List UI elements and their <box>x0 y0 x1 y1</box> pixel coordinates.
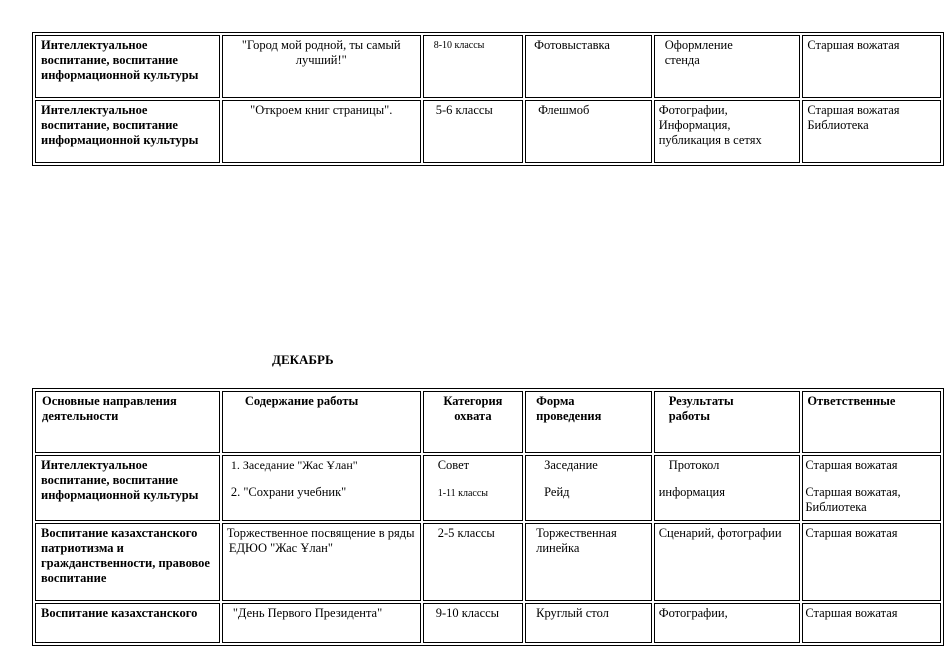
results-cell: Фотографии, <box>654 603 801 643</box>
category-cell: 8-10 классы <box>423 35 523 98</box>
results-cell: Оформление стенда <box>654 35 801 98</box>
direction-cell: Воспитание казахстанского патриотизма и гражданственности, правовое воспитание <box>35 523 220 601</box>
table-row <box>35 523 941 601</box>
form-cell: Круглый стол <box>525 603 652 643</box>
table-row <box>35 455 941 521</box>
header-direction: Основные направления деятельности <box>35 391 220 453</box>
form-cell: Флешмоб <box>525 100 652 163</box>
content-line: 2. "Сохрани учебник" <box>230 485 347 499</box>
results-line: информация <box>658 485 725 499</box>
plan-table-november <box>32 32 944 166</box>
responsible-line: Старшая вожатая, Библиотека <box>805 485 901 514</box>
table-row <box>35 100 941 163</box>
category-cell <box>423 455 523 521</box>
form-line: Заседание <box>544 458 598 472</box>
category-line: 1-11 классы <box>437 488 489 499</box>
results-line: Протокол <box>668 458 720 472</box>
content-cell <box>222 455 421 521</box>
content-cell: "День Первого Президента" <box>222 603 421 643</box>
responsible-cell: Старшая вожатая Библиотека <box>802 100 941 163</box>
results-cell <box>654 455 801 521</box>
table-row <box>35 35 941 98</box>
form-cell <box>525 455 652 521</box>
category-cell: 9-10 классы <box>423 603 523 643</box>
direction-cell: Интеллектуальное воспитание, воспитание информационной культуры <box>35 35 220 98</box>
content-cell: "Город мой родной, ты самый лучший!" <box>222 35 421 98</box>
header-content: Содержание работы <box>222 391 421 453</box>
responsible-cell: Старшая вожатая <box>802 35 941 98</box>
responsible-cell <box>802 455 941 521</box>
header-row <box>35 391 941 453</box>
category-cell: 5-6 классы <box>423 100 523 163</box>
direction-cell: Интеллектуальное воспитание, воспитание информационной культуры <box>35 455 220 521</box>
content-line: Торжественное посвящение в ряды <box>226 526 415 540</box>
form-cell: Торжественная линейка <box>525 523 652 601</box>
category-cell: 2-5 классы <box>423 523 523 601</box>
responsible-cell: Старшая вожатая <box>802 523 941 601</box>
content-cell <box>222 523 421 601</box>
section-title: ДЕКАБРЬ <box>272 352 334 367</box>
category-line: Совет <box>437 458 470 472</box>
header-results: Результаты работы <box>654 391 801 453</box>
responsible-cell: Старшая вожатая <box>802 603 941 643</box>
form-cell: Фотовыставка <box>525 35 652 98</box>
results-cell: Фотографии, Информация, публикация в сетях <box>654 100 801 163</box>
direction-cell: Интеллектуальное воспитание, воспитание информационной культуры <box>35 100 220 163</box>
header-form: Форма проведения <box>525 391 652 453</box>
responsible-line: Старшая вожатая <box>805 458 898 472</box>
plan-table-december <box>32 388 944 646</box>
header-category: Категория охвата <box>423 391 523 453</box>
content-line: ЕДЮО "Жас Ұлан" <box>228 541 333 555</box>
form-line: Рейд <box>544 485 570 499</box>
header-responsible: Ответственные <box>802 391 941 453</box>
table-row <box>35 603 941 643</box>
direction-cell: Воспитание казахстанского <box>35 603 220 643</box>
content-line: 1. Заседание "Жас Ұлан" <box>230 458 358 472</box>
content-cell: "Откроем книг страницы". <box>222 100 421 163</box>
results-cell: Сценарий, фотографии <box>654 523 801 601</box>
